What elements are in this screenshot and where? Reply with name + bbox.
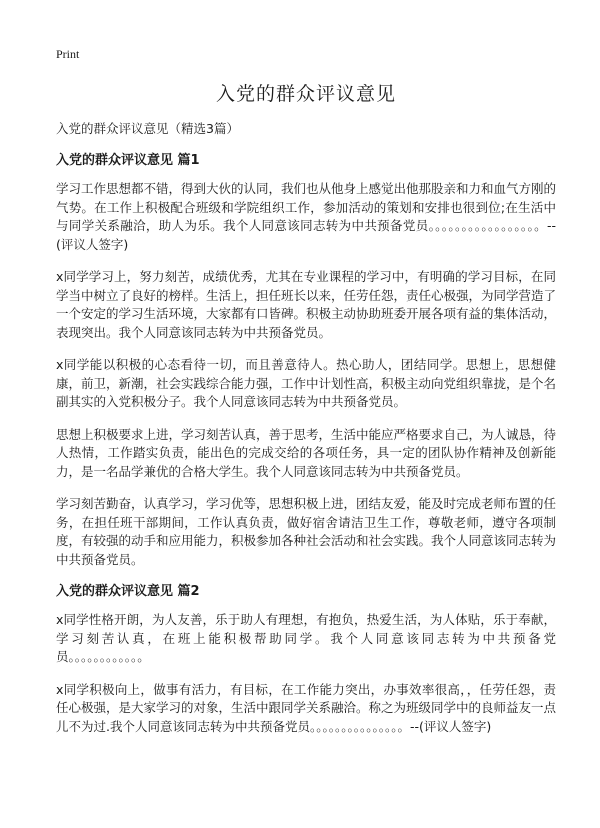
page-title: 入党的群众评议意见 bbox=[215, 83, 396, 105]
document-subtitle: 入党的群众评议意见（精选3篇） bbox=[56, 121, 239, 136]
paragraph: x同学能以积极的心态看待一切，而且善意待人。热心助人，团结同学。思想上，思想健康，前卫，新潮，社会实践综合能力强，工作中计划性高，积极主动向党组织靠拢，是个名副其实的入党积极分子。我个人同意该同志转为中共预备党员。 bbox=[56, 357, 557, 409]
paragraph: x同学积极向上，做事有活力，有目标，在工作能力突出，办事效率很高，，任劳任怨，责任心极强，是大家学习的对象，生活中跟同学关系融洽。称之为班级同学中的良师益友一点儿不为过.我个人同意该同志转为中共预备党员。。。。。。。。。。。。。。。--(评议人签字) bbox=[56, 681, 557, 734]
print-label: Print bbox=[56, 47, 80, 61]
paragraph: 学习工作思想都不错，得到大伙的认同，我们也从他身上感觉出他那股亲和力和血气方刚的气势。在工作上积极配合班级和学院组织工作，参加活动的策划和安排也很到位;在生活中与同学关系融洽，助人为乐。我个人同意该同志转为中共预备党员。。。。。。。。。。。。。。。。。--(评议人签字) bbox=[56, 181, 557, 252]
paragraph: x同学性格开朗，为人友善，乐于助人有理想，有抱负，热爱生活，为人体贴，乐于奉献，学习刻苦认真，在班上能积极帮助同学。我个人同意该同志转为中共预备党员。。。。。。。。。。。。 bbox=[56, 612, 556, 664]
section-heading: 入党的群众评议意见 篇2 bbox=[56, 584, 200, 599]
paragraph: x同学学习上，努力刻苦，成绩优秀，尤其在专业课程的学习中，有明确的学习目标，在同学当中树立了良好的榜样。生活上，担任班长以来，任劳任怨，责任心极强，为同学营造了一个安定的学习生活环境，大家都有口皆碑。积极主动协助班委开展各项有益的集体活动，表现突出。我个人同意该同志转为中共预备党员。 bbox=[56, 269, 557, 340]
section-1 bbox=[56, 152, 556, 569]
paragraph: 学习刻苦勤奋，认真学习，学习优等，思想积极上进，团结友爱，能及时完成老师布置的任务，在担任班干部期间，工作认真负责，做好宿舍请洁卫生工作，尊敬老师，遵守各项制度，有较强的动手和应用能力，积极参加各种社会活动和社会实践。我个人同意该同志转为中共预备党员。 bbox=[56, 496, 557, 567]
paragraph: 思想上积极要求上进，学习刻苦认真，善于思考，生活中能应严格要求自己，为人诚恳，待人热情，工作踏实负责，能出色的完成交给的各项任务，具一定的团队协作精神及创新能力，是一名品学兼优的合格大学生。我个人同意该同志转为中共预备党员。 bbox=[56, 426, 557, 479]
section-2 bbox=[56, 583, 556, 736]
section-heading: 入党的群众评议意见 篇1 bbox=[56, 153, 200, 168]
